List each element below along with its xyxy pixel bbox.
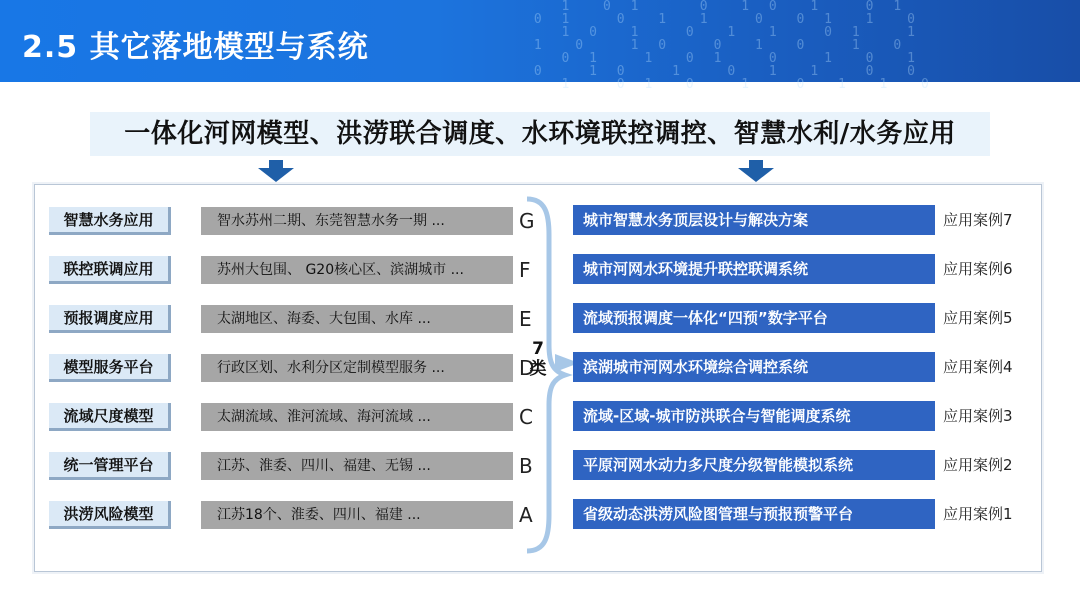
right-item-title: 城市河网水环境提升联控联调系统 bbox=[573, 254, 935, 284]
binary-background-decoration: 1 0 1 0 1 0 1 0 1 0 1 0 1 1 0 0 1 1 0 1 0 1 0 1 1 0 1 1 1 0 1 0 0 1 0 1 0 0 1 1 0 1 0 1 0 1 0 1 0 1 0 1 1 0 0 1 0 1 0 1 0 1 1 0 bbox=[533, 0, 935, 92]
left-item-label: 预报调度应用 bbox=[49, 305, 171, 333]
category-count-label: 7类 bbox=[529, 339, 547, 379]
right-item-title: 城市智慧水务顶层设计与解决方案 bbox=[573, 205, 935, 235]
headline-banner: 一体化河网模型、洪涝联合调度、水环境联控调控、智慧水利/水务应用 bbox=[90, 112, 990, 156]
left-item-label: 联控联调应用 bbox=[49, 256, 171, 284]
left-item-letter: F bbox=[519, 258, 531, 282]
right-item-title: 流域-区域-城市防洪联合与智能调度系统 bbox=[573, 401, 935, 431]
down-arrow-icon bbox=[258, 160, 294, 182]
right-item-case: 应用案例4 bbox=[943, 358, 1013, 376]
left-item-letter: B bbox=[519, 454, 533, 478]
left-item-value: 太湖流域、淮河流域、海河流域 ... bbox=[201, 403, 513, 431]
header-banner bbox=[0, 0, 1080, 92]
left-item-letter: E bbox=[519, 307, 532, 331]
left-item-label: 模型服务平台 bbox=[49, 354, 171, 382]
left-item-value: 智水苏州二期、东莞智慧水务一期 ... bbox=[201, 207, 513, 235]
page-title: 2.5 其它落地模型与系统 bbox=[22, 30, 369, 65]
left-item-letter: C bbox=[519, 405, 533, 429]
right-item-title: 流域预报调度一体化“四预”数字平台 bbox=[573, 303, 935, 333]
left-item-label: 统一管理平台 bbox=[49, 452, 171, 480]
right-item-case: 应用案例6 bbox=[943, 260, 1013, 278]
left-item-value: 太湖地区、海委、大包围、水库 ... bbox=[201, 305, 513, 333]
left-item-letter: G bbox=[519, 209, 535, 233]
right-item-title: 平原河网水动力多尺度分级智能模拟系统 bbox=[573, 450, 935, 480]
left-item-value: 苏州大包围、 G20核心区、滨湖城市 ... bbox=[201, 256, 513, 284]
right-item-title: 省级动态洪涝风险图管理与预报预警平台 bbox=[573, 499, 935, 529]
right-item-case: 应用案例5 bbox=[943, 309, 1013, 327]
right-item-case: 应用案例1 bbox=[943, 505, 1013, 523]
right-item-case: 应用案例3 bbox=[943, 407, 1013, 425]
left-item-label: 流域尺度模型 bbox=[49, 403, 171, 431]
left-item-letter: D bbox=[519, 356, 535, 380]
right-item-case: 应用案例7 bbox=[943, 211, 1013, 229]
right-item-case: 应用案例2 bbox=[943, 456, 1013, 474]
right-item-title: 滨湖城市河网水环境综合调控系统 bbox=[573, 352, 935, 382]
left-item-value: 江苏18个、淮委、四川、福建 ... bbox=[201, 501, 513, 529]
content-panel bbox=[34, 184, 1042, 572]
left-item-letter: A bbox=[519, 503, 533, 527]
left-item-value: 行政区划、水利分区定制模型服务 ... bbox=[201, 354, 513, 382]
left-item-label: 洪涝风险模型 bbox=[49, 501, 171, 529]
down-arrow-icon bbox=[738, 160, 774, 182]
left-item-label: 智慧水务应用 bbox=[49, 207, 171, 235]
left-item-value: 江苏、淮委、四川、福建、无锡 ... bbox=[201, 452, 513, 480]
